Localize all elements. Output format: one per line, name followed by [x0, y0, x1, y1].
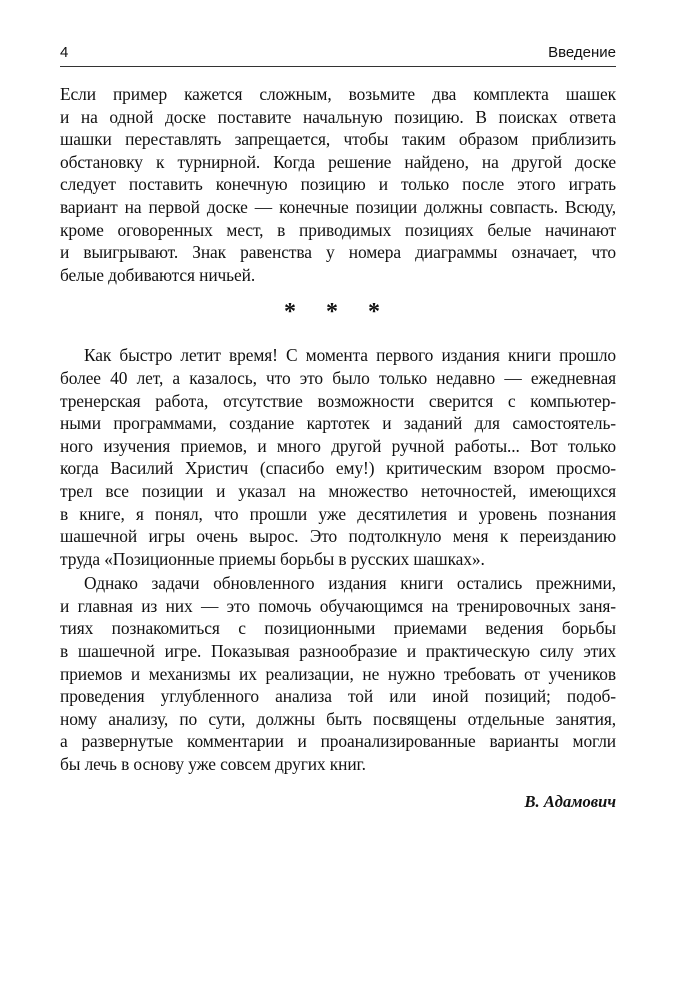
- text-line: и главная из них — это помочь обучающимся на тренировочных заня-: [60, 595, 616, 616]
- text-line: а развернутые комментарии и проанализированные варианты могли: [60, 731, 616, 752]
- text-line: ными программами, создание картотек и заданий для самостоятель-: [60, 413, 616, 434]
- text-line: Если пример кажется сложным, возьмите два комплекта шашек: [60, 84, 616, 104]
- text-line: Как быстро летит время! С момента первого издания книги прошло: [84, 345, 616, 366]
- text-line: приемов и механизмы их реализации, не нужно требовать от учеников: [60, 663, 616, 684]
- text-line: бы лечь в основу уже совсем других книг.: [60, 754, 366, 775]
- text-line: обстановку к турнирной. Когда решение найдено, на другой доске: [60, 151, 616, 172]
- text-line: ного изучения приемов, и много другой ручной работы... Вот только: [60, 435, 616, 456]
- text-line: тренерская работа, отсутствие возможности сверится с компьютер-: [60, 390, 616, 411]
- section-title: Введение: [548, 44, 616, 61]
- text-line: шашечной игры очень вырос. Это подтолкнуло меня к переизданию: [60, 526, 616, 547]
- paragraph-goals: [60, 572, 616, 775]
- text-line: вариант на первой доске — конечные позиции должны совпасть. Всюду,: [60, 196, 616, 217]
- text-line: тиях познакомиться с позиционными приемами ведения борьбы: [60, 618, 616, 639]
- text-line: белые добиваются ничьей.: [60, 264, 256, 285]
- text-line: Однако задачи обновленного издания книги остались прежними,: [84, 573, 616, 594]
- text-line: в шашечной игре. Показывая разнообразие и практическую силу этих: [60, 641, 616, 662]
- running-header: [60, 44, 616, 67]
- text-line: и на одной доске поставите начальную позицию. В поисках ответа: [60, 106, 616, 127]
- text-line: труда «Позиционные приемы борьбы в русских шашках».: [60, 548, 485, 569]
- text-line: более 40 лет, а казалось, что это было только недавно — ежедневная: [60, 367, 616, 388]
- page-number: 4: [60, 44, 69, 61]
- text-line: кроме оговоренных мест, в приводимых позициях белые начинают: [60, 219, 616, 240]
- text-line: когда Василий Христич (спасибо ему!) критическим взором просмо-: [60, 458, 616, 479]
- text-line: в книге, я понял, что прошли уже десятилетия и уровень познания: [60, 503, 616, 524]
- text-line: трел все позиции и указал на множество неточностей, имеющихся: [60, 480, 616, 501]
- text-line: следует поставить конечную позицию и только после этого играть: [60, 174, 616, 195]
- paragraph-history: [60, 344, 616, 570]
- author-signature: В. Адамович: [524, 791, 616, 811]
- paragraph-intro: [60, 83, 616, 286]
- text-line: и выигрывают. Знак равенства у номера диаграммы означает, что: [60, 242, 616, 263]
- text-line: проведения углубленного анализа той или иной позиций; подоб-: [60, 686, 616, 707]
- text-line: ному анализу, по сути, должны быть посвящены отдельные занятия,: [60, 708, 616, 729]
- section-separator: * * *: [284, 299, 392, 326]
- text-line: шашки переставлять запрещается, чтобы таким образом приблизить: [60, 129, 616, 150]
- page-body: [60, 83, 616, 812]
